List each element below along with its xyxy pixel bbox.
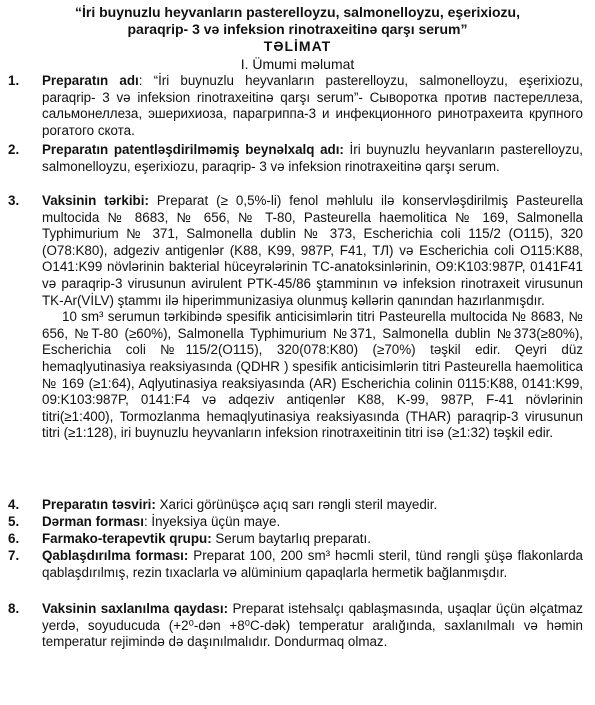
item-text: Preparat (≥ 0,5%-li) fenol məhlulu ilə konservləşdirilmiş Pasteurella multocida № 8683, № 656, № T-80, Pasteurella haemolitica № 169, Salmonella Typhimurium № 371, Salmonella dublin № 373, Escherichia coli 115/2 (O115), 320 (O78:K80), adgeziv antigenlər (K88, K99, 987P, F41, TЛ) və Escherichia coli O115:K88, O141:K99 növlərinin bakterial hüceyrələrinin TC-anatoksinlərinin, O9:K103:987P, 0141F41 və paraqrip-3 virusunun avirulent PTK-45/86 ştamminın və infeksion rinotraxeit virusunun TK-Ar(VİLV) ştammı ilə hiperimmunizasiya olunmuş kəllərin qanından hazırlanmışdır. bbox=[42, 193, 583, 308]
document-title-line-2: paraqrip- 3 və infeksion rinotraxeitinə qarşı serum” bbox=[127, 21, 468, 37]
item-number: 3. bbox=[8, 193, 20, 208]
item-number: 2. bbox=[8, 142, 20, 157]
item-number: 1. bbox=[8, 73, 20, 88]
item-text: Preparat 100, 200 sm³ həcmli steril, tünd rəngli şüşə flakonlarda qablaşdırılmış, rezin tıxaclarla və alüminium qapaqlarla hermetik bağlanmışdır. bbox=[42, 548, 583, 580]
item-label: Preparatın adı bbox=[42, 73, 139, 88]
item-body bbox=[42, 548, 583, 581]
item-number: 5. bbox=[8, 514, 20, 529]
section-heading: I. Ümumi məlumat bbox=[240, 56, 355, 72]
item-body bbox=[42, 73, 583, 139]
item-label: Vaksinin tərkibi: bbox=[42, 193, 149, 208]
item-body bbox=[42, 514, 583, 531]
item-text: Xarici görünüşcə açıq sarı rəngli steril mayedir. bbox=[155, 497, 438, 512]
item-number: 7. bbox=[8, 548, 20, 563]
item-body bbox=[42, 601, 583, 651]
document-type-heading: TƏLİMAT bbox=[263, 38, 332, 54]
item-body bbox=[42, 142, 583, 175]
item-label: Dərman forması bbox=[42, 514, 144, 529]
item-text: : İnyeksiya üçün maye. bbox=[143, 514, 281, 529]
item-text: İri buynuzlu heyvanların pasterelloyzu, salmonelloyzu, eşerixiozu, paraqrip- 3 və infeksion rinotraxeitinə qarşı serum. bbox=[42, 142, 583, 174]
document-title-line-1: “İri buynuzlu heyvanların pasterelloyzu, salmonelloyzu, eşerixiozu, bbox=[74, 4, 520, 20]
item-body bbox=[42, 497, 583, 514]
item-number: 8. bbox=[8, 601, 20, 616]
item-text: : “İri buynuzlu heyvanların pasterelloyzu, salmonelloyzu, eşerixiozu, paraqrip- 3 və infeksion rinotraxeitinə qarşı serum”- Сыворотка против пастереллеза, сальмонеллеза, эшерихиоза, парагриппа-3 и инфекционного ринотрахеита крупного рогатого скота. bbox=[42, 73, 583, 138]
item-text: Serum baytarlıq preparatı. bbox=[211, 531, 371, 546]
item-number: 4. bbox=[8, 497, 20, 512]
item-body bbox=[42, 531, 583, 548]
item-label: Farmako-terapevtik qrupu: bbox=[42, 531, 212, 546]
item-label: Preparatın təsviri: bbox=[42, 497, 156, 512]
item-label: Qablaşdırılma forması: bbox=[42, 548, 189, 563]
item-paragraph-2: 10 sm³ serumun tərkibində spesifik anticisimlərin titri Pasteurella multocida № 8683, № 656, №T-80 (≥60%), Salmonella Typhimurium №371, Salmonella dublin №373(≥80%), Escherichia coli №115/2(O115), 320(078:K80) (≥70%) təşkil edir. Qeyri düz hemaqlyutinasiya reaksiyasında (QDHR ) spesifik anticisimlərin titri Pasteurella haemolitica № 169 (≥1:64), Aqlyutinasiya reaksiyasında (AR) Escherichia colinin 0115:K88, 0141:K99, 09:K103:987P, 0141:F4 və adqeziv antiqenlər K88, K-99, 987P, F-41 növlərinin titri(≥1:400), Tormozlanma hemaqlyutinasiya reaksiyasında (THAR) paraqrip-3 virusunun titri (≥1:128), iri buynuzlu heyvanların infeksion rinotraxeitinin titri isə (≥1:32) təşkil edir. bbox=[42, 309, 583, 441]
item-body bbox=[42, 193, 583, 442]
item-text: Preparat istehsalçı qablaşmasında, uşaqlar üçün əlçatmaz yerdə, soyuducuda (+2⁰-dən +8⁰C-dək) temperatur aralığında, saxlanılmalı və həmin temperatur rejimində də daşınılmalıdır. Dondurmaq olmaz. bbox=[42, 601, 583, 650]
item-label: Preparatın patentləşdirilməmiş beynəlxalq adı: bbox=[42, 142, 344, 157]
item-number: 6. bbox=[8, 531, 20, 546]
item-label: Vaksinin saxlanılma qaydası: bbox=[42, 601, 229, 616]
